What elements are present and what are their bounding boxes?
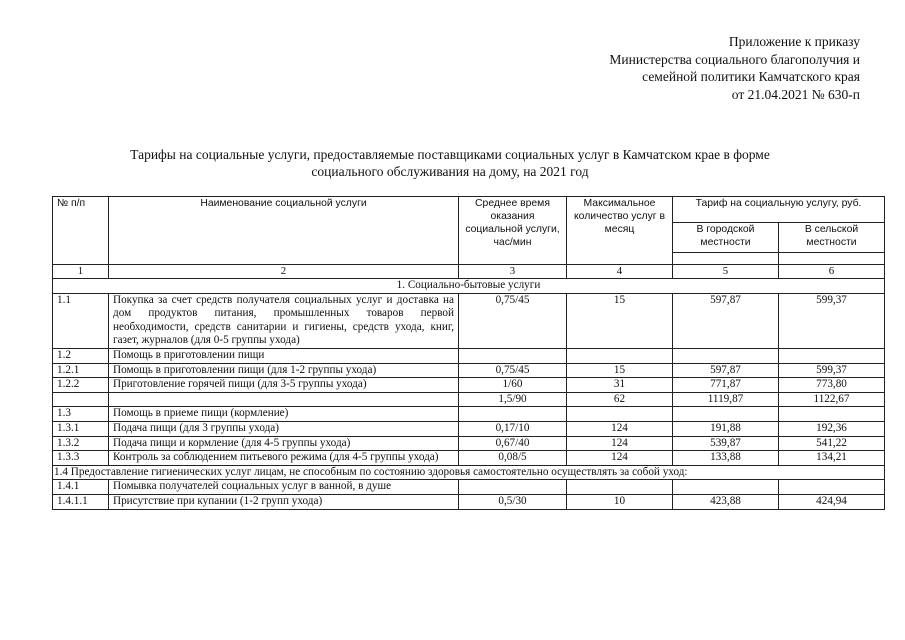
approval-line: семейной политики Камчатского края	[642, 69, 860, 84]
row-num: 1.1	[53, 293, 109, 348]
table-row	[53, 494, 885, 509]
row-name: Контроль за соблюдением питьевого режима (для 4-5 группы ухода)	[109, 451, 459, 466]
column-number: 4	[567, 265, 673, 279]
header-name: Наименование социальной услуги	[109, 197, 459, 265]
row-city: 771,87	[673, 378, 779, 393]
row-num: 1.3.3	[53, 451, 109, 466]
header-rural: В сельской местности	[779, 223, 885, 253]
row-time	[459, 407, 567, 422]
column-number: 3	[459, 265, 567, 279]
row-rural: 424,94	[779, 494, 885, 509]
row-max: 15	[567, 293, 673, 348]
table-row	[53, 392, 885, 407]
row-max: 31	[567, 378, 673, 393]
row-num: 1.4.1	[53, 480, 109, 495]
header-city: В городской местности	[673, 223, 779, 253]
row-num: 1.2.2	[53, 378, 109, 393]
row-city	[673, 407, 779, 422]
row-name: Присутствие при купании (1-2 групп ухода)	[109, 494, 459, 509]
table-row	[53, 407, 885, 422]
header-spacer	[779, 253, 885, 265]
row-max	[567, 480, 673, 495]
row-city	[673, 348, 779, 363]
row-rural	[779, 480, 885, 495]
row-time: 0,75/45	[459, 363, 567, 378]
row-city: 191,88	[673, 421, 779, 436]
row-time: 0,08/5	[459, 451, 567, 466]
header-tariff: Тариф на социальную услугу, руб.	[673, 197, 885, 223]
row-rural	[779, 348, 885, 363]
row-city: 597,87	[673, 293, 779, 348]
row-time: 1/60	[459, 378, 567, 393]
table-row	[53, 293, 885, 348]
row-max: 62	[567, 392, 673, 407]
row-name: Подача пищи и кормление (для 4-5 группы ухода)	[109, 436, 459, 451]
approval-line: Приложение к приказу	[728, 34, 860, 49]
row-name: Помывка получателей социальных услуг в ванной, в душе	[109, 480, 459, 495]
row-num: 1.3	[53, 407, 109, 422]
row-rural: 541,22	[779, 436, 885, 451]
document-title	[110, 146, 790, 180]
header-time: Среднее время оказания социальной услуги, час/мин	[459, 197, 567, 265]
row-rural: 134,21	[779, 451, 885, 466]
approval-line: Министерства социального благополучия и	[609, 51, 860, 67]
row-time	[459, 480, 567, 495]
row-rural: 773,80	[779, 378, 885, 393]
table-row	[53, 436, 885, 451]
table-row	[53, 363, 885, 378]
row-num	[53, 392, 109, 407]
row-rural: 599,37	[779, 293, 885, 348]
tariff-table	[52, 196, 885, 510]
column-number: 5	[673, 265, 779, 279]
row-num: 1.4.1.1	[53, 494, 109, 509]
table-row	[53, 378, 885, 393]
title-line: Тарифы на социальные услуги, предоставляемые поставщиками социальных услуг в Камчатском крае в форме	[130, 147, 770, 162]
column-number: 1	[53, 265, 109, 279]
header-num: № п/п	[53, 197, 109, 265]
row-city	[673, 480, 779, 495]
header-spacer	[673, 253, 779, 265]
section-1-4-title: 1.4 Предоставление гигиенических услуг лицам, не способным по состоянию здоровья самостоятельно осуществлять за собой уход:	[53, 465, 885, 480]
table-row	[53, 451, 885, 466]
header-max: Максимальное количество услуг в месяц	[567, 197, 673, 265]
row-rural	[779, 407, 885, 422]
row-time: 0,67/40	[459, 436, 567, 451]
row-name: Подача пищи (для 3 группы ухода)	[109, 421, 459, 436]
row-city: 597,87	[673, 363, 779, 378]
row-time: 1,5/90	[459, 392, 567, 407]
row-city: 539,87	[673, 436, 779, 451]
row-city: 1119,87	[673, 392, 779, 407]
row-city: 423,88	[673, 494, 779, 509]
row-name: Помощь в приеме пищи (кормление)	[109, 407, 459, 422]
row-max: 15	[567, 363, 673, 378]
row-city: 133,88	[673, 451, 779, 466]
table-row	[53, 421, 885, 436]
row-max: 124	[567, 451, 673, 466]
row-rural: 1122,67	[779, 392, 885, 407]
row-rural: 599,37	[779, 363, 885, 378]
row-name: Приготовление горячей пищи (для 3-5 группы ухода)	[109, 378, 459, 393]
row-time: 0,17/10	[459, 421, 567, 436]
row-time: 0,75/45	[459, 293, 567, 348]
section-title: 1. Социально-бытовые услуги	[53, 279, 885, 294]
row-max: 124	[567, 421, 673, 436]
row-max: 124	[567, 436, 673, 451]
row-num: 1.2.1	[53, 363, 109, 378]
title-line: социального обслуживания на дому, на 2021 год	[311, 164, 589, 179]
column-number: 6	[779, 265, 885, 279]
row-time: 0,5/30	[459, 494, 567, 509]
row-name	[109, 392, 459, 407]
row-num: 1.2	[53, 348, 109, 363]
row-rural: 192,36	[779, 421, 885, 436]
row-max	[567, 407, 673, 422]
row-num: 1.3.2	[53, 436, 109, 451]
row-name: Покупка за счет средств получателя социальных услуг и доставка на дом продуктов питания, промышленных товаров первой необходимости, средств санитарии и гигиены, средств ухода, книг, газет, журналов (для 0-5 группы ухода)	[109, 293, 459, 348]
table-row	[53, 480, 885, 495]
row-name: Помощь в приготовлении пищи (для 1-2 группы ухода)	[109, 363, 459, 378]
row-max: 10	[567, 494, 673, 509]
approval-line: от 21.04.2021 № 630-п	[731, 86, 860, 102]
approval-block	[609, 33, 860, 103]
column-number: 2	[109, 265, 459, 279]
row-name: Помощь в приготовлении пищи	[109, 348, 459, 363]
table-row	[53, 348, 885, 363]
row-num: 1.3.1	[53, 421, 109, 436]
row-max	[567, 348, 673, 363]
row-time	[459, 348, 567, 363]
